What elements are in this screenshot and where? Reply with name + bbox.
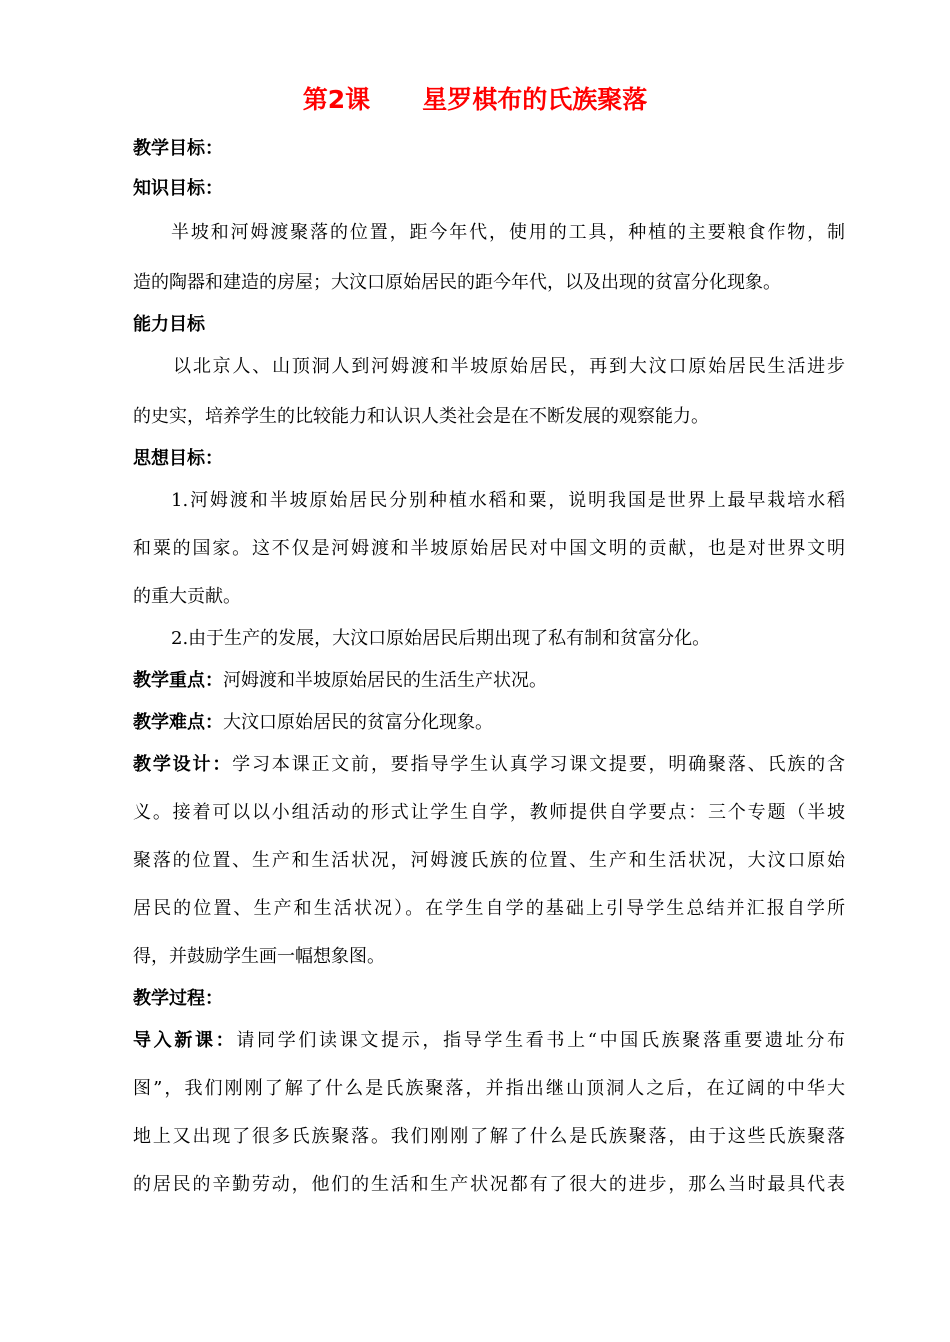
difficulty-text: 大汶口原始居民的贫富分化现象。 (223, 712, 493, 733)
design-line (133, 740, 845, 790)
lesson-title (0, 80, 950, 120)
intro-label: 导入新课： (133, 1030, 237, 1051)
intro-paragraph-line: 的居民的辛勤劳动，他们的生活和生产状况都有了很大的进步，那么当时最具代表 (133, 1174, 845, 1195)
knowledge-paragraph-line: 造的陶器和建造的房屋；大汶口原始居民的距今年代，以及出现的贫富分化现象。 (133, 272, 781, 293)
difficulty-label: 教学难点： (133, 712, 223, 733)
ability-paragraph-line: 以北京人、山顶洞人到河姆渡和半坡原始居民，再到大汶口原始居民生活进步 (173, 356, 845, 377)
intro-line (133, 1016, 845, 1066)
key-point-text: 河姆渡和半坡原始居民的生活生产状况。 (223, 670, 547, 691)
ability-paragraph-line: 的史实，培养学生的比较能力和认识人类社会是在不断发展的观察能力。 (133, 406, 709, 427)
design-paragraph-line: 得，并鼓励学生画一幅想象图。 (133, 946, 385, 967)
design-paragraph-line: 居民的位置、生产和生活状况）。在学生自学的基础上引导学生总结并汇报自学所 (133, 898, 845, 919)
intro-text: 请同学们读课文提示，指导学生看书上“中国氏族聚落重要遗址分布 (236, 1030, 845, 1051)
thought-paragraph-line: 和粟的国家。这不仅是河姆渡和半坡原始居民对中国文明的贡献，也是对世界文明 (133, 538, 845, 559)
key-point-label: 教学重点： (133, 670, 223, 691)
knowledge-paragraph-line: 半坡和河姆渡聚落的位置，距今年代，使用的工具，种植的主要粮食作物，制 (171, 222, 845, 243)
ability-heading: 能力目标 (133, 314, 205, 335)
objectives-heading: 教学目标： (133, 138, 223, 159)
intro-paragraph-line: 图”，我们刚刚了解了什么是氏族聚落，并指出继山顶洞人之后，在辽阔的中华大 (133, 1078, 845, 1099)
thought-paragraph-line: 的重大贡献。 (133, 586, 241, 607)
thought-heading: 思想目标： (133, 448, 223, 469)
intro-paragraph-line: 地上又出现了很多氏族聚落。我们刚刚了解了什么是氏族聚落，由于这些氏族聚落 (133, 1126, 845, 1147)
design-label: 教学设计： (133, 754, 233, 775)
lesson-number: 第2课 (302, 85, 371, 114)
design-paragraph-line: 聚落的位置、生产和生活状况，河姆渡氏族的位置、生产和生活状况，大汶口原始 (133, 850, 845, 871)
knowledge-heading: 知识目标： (133, 178, 223, 199)
design-paragraph-line: 义。接着可以以小组活动的形式让学生自学，教师提供自学要点：三个专题（半坡 (133, 802, 845, 823)
lesson-name: 星罗棋布的氏族聚落 (422, 85, 648, 114)
design-text: 学习本课正文前，要指导学生认真学习课文提要，明确聚落、氏族的含 (232, 754, 845, 775)
process-heading: 教学过程： (133, 988, 223, 1009)
thought-paragraph-line: 1.河姆渡和半坡原始居民分别种植水稻和粟，说明我国是世界上最早栽培水稻 (171, 490, 845, 511)
thought-paragraph-line: 2.由于生产的发展，大汶口原始居民后期出现了私有制和贫富分化。 (171, 628, 711, 649)
